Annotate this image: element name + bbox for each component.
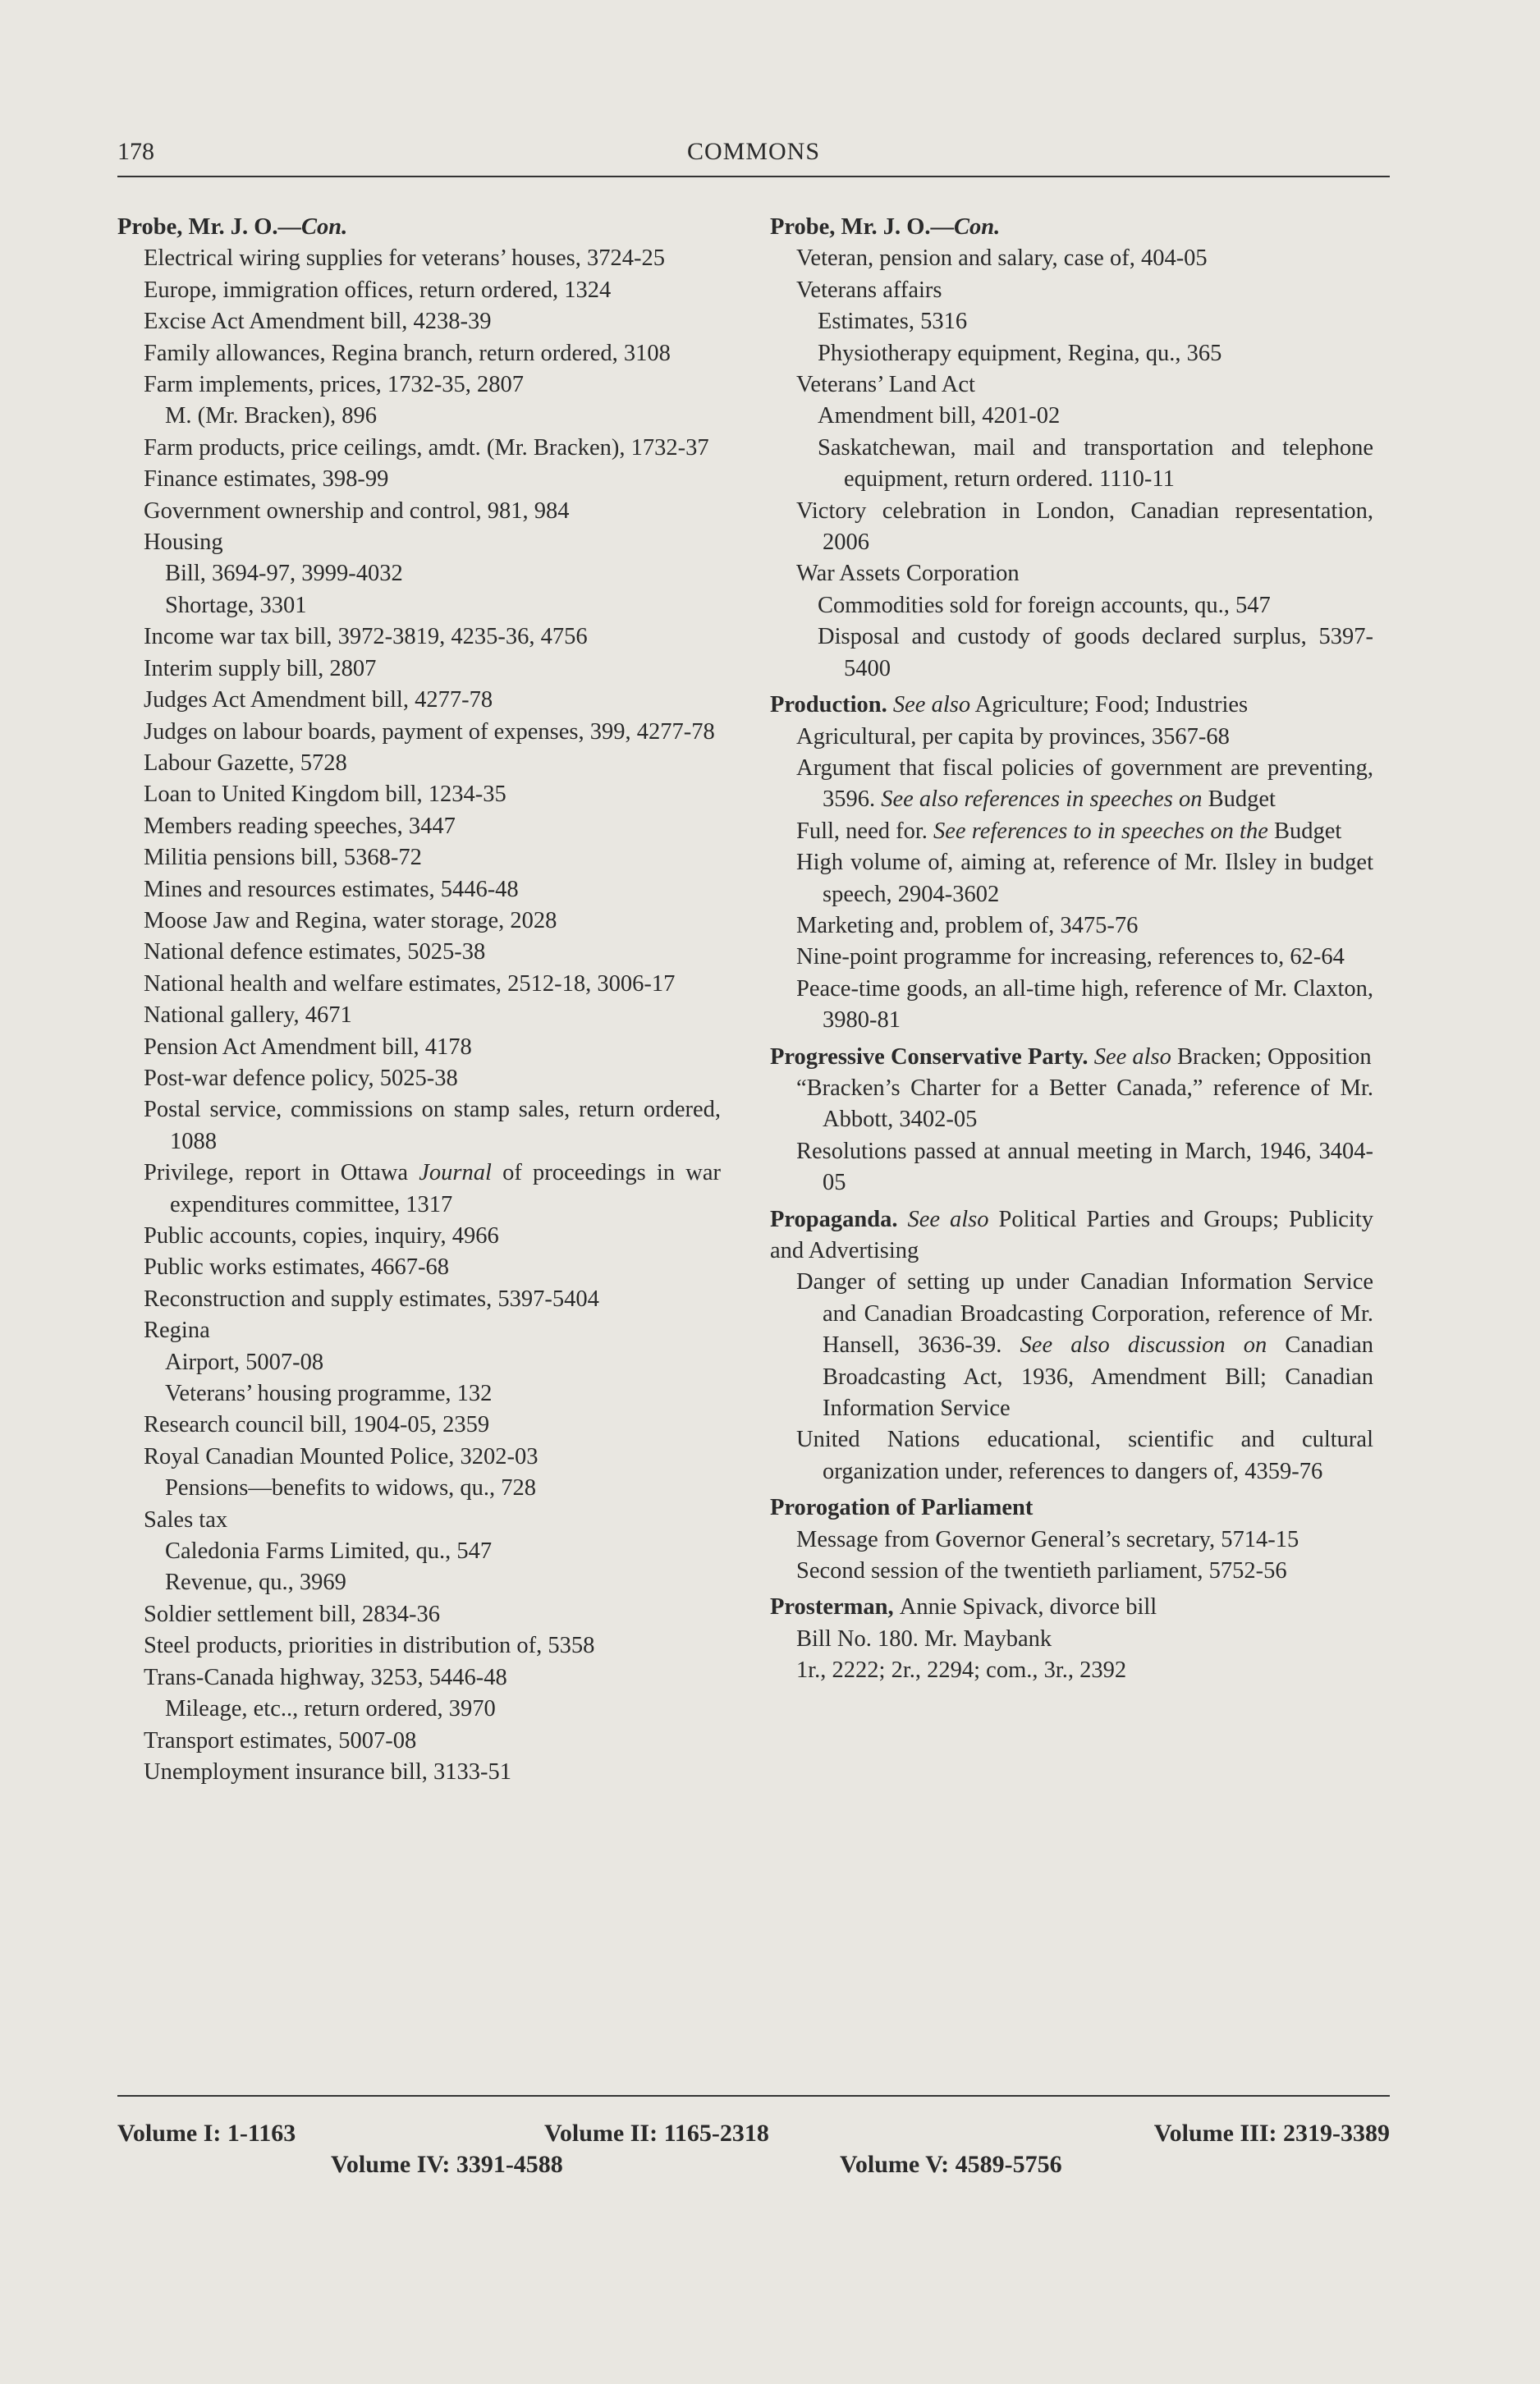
index-entry: Pension Act Amendment bill, 4178 <box>144 1034 472 1060</box>
index-heading: Probe, Mr. J. O.—Con. <box>117 214 348 240</box>
index-entry: Amendment bill, 4201-02 <box>818 403 1061 429</box>
index-entry: Moose Jaw and Regina, water storage, 2028 <box>144 907 557 933</box>
index-entry: Public works estimates, 4667-68 <box>144 1254 450 1281</box>
index-entry: Full, need for. See references to in speeches on the Budget <box>796 818 1342 844</box>
index-entry: Nine-point programme for increasing, references to, 62-64 <box>796 944 1345 970</box>
index-heading: Progressive Conservative Party. See also Bracken; Opposition <box>770 1043 1372 1070</box>
index-entry: High volume of, aiming at, reference of Mr. Ilsley in budget speech, 2904-3602 <box>796 850 1373 907</box>
index-entry: Sales tax <box>144 1506 228 1533</box>
index-entry: Royal Canadian Mounted Police, 3202-03 <box>144 1443 539 1469</box>
volume-4-range: Volume IV: 3391-4588 <box>331 2151 563 2178</box>
index-entry: Europe, immigration offices, return ordered, 1324 <box>144 277 612 303</box>
index-entry: Resolutions passed at annual meeting in March, 1946, 3404-05 <box>796 1138 1373 1196</box>
index-entry: Mines and resources estimates, 5446-48 <box>144 876 519 902</box>
index-entry: Veteran, pension and salary, case of, 404-05 <box>796 245 1208 272</box>
index-entry: Income war tax bill, 3972-3819, 4235-36, 4756 <box>144 624 588 650</box>
index-entry: Bill No. 180. Mr. Maybank <box>796 1625 1052 1652</box>
index-entry: Second session of the twentieth parliament, 5752-56 <box>796 1558 1287 1584</box>
index-entry: Loan to United Kingdom bill, 1234-35 <box>144 782 506 808</box>
index-entry: Regina <box>144 1318 210 1344</box>
index-entry: Bill, 3694-97, 3999-4032 <box>165 561 403 587</box>
index-entry: Saskatchewan, mail and transportation and telephone equipment, return ordered. 1110-11 <box>818 434 1373 493</box>
index-entry: Estimates, 5316 <box>818 309 968 335</box>
index-entry: Post-war defence policy, 5025-38 <box>144 1065 458 1091</box>
index-entry: Labour Gazette, 5728 <box>144 750 347 776</box>
index-heading: Production. See also Agriculture; Food; Industries <box>770 692 1249 718</box>
index-entry: Revenue, qu., 3969 <box>165 1570 346 1596</box>
index-entry: Soldier settlement bill, 2834-36 <box>144 1601 440 1627</box>
index-entry: Finance estimates, 398-99 <box>144 466 389 493</box>
volume-2-range: Volume II: 1165-2318 <box>544 2120 769 2147</box>
index-entry: Message from Governor General’s secretary, 5714-15 <box>796 1526 1299 1552</box>
index-entry: Agricultural, per capita by provinces, 3567-68 <box>796 723 1230 750</box>
footer-rule <box>117 2095 1390 2097</box>
index-entry: Family allowances, Regina branch, return ordered, 3108 <box>144 340 671 366</box>
index-entry: Veterans affairs <box>796 277 942 303</box>
index-entry: Peace-time goods, an all-time high, reference of Mr. Claxton, 3980-81 <box>796 975 1373 1034</box>
right-column <box>770 212 1373 1687</box>
volume-footer <box>117 2120 1390 2194</box>
index-entry: Government ownership and control, 981, 984 <box>144 497 570 524</box>
index-entry: Danger of setting up under Canadian Information Service and Canadian Broadcasting Corporation, reference of Mr. Hansell, 3636-39. See also discussion on Canadian Broadcasting Act, 1936, Amendment Bill; Canadian Information Service <box>796 1269 1373 1422</box>
index-entry: Farm implements, prices, 1732-35, 2807 <box>144 372 525 398</box>
index-entry: Members reading speeches, 3447 <box>144 813 456 839</box>
header-rule <box>117 176 1390 177</box>
index-entry: Physiotherapy equipment, Regina, qu., 365 <box>818 340 1222 366</box>
index-entry: Judges Act Amendment bill, 4277-78 <box>144 687 493 713</box>
index-entry: Postal service, commissions on stamp sales, return ordered, 1088 <box>144 1097 721 1154</box>
index-entry: National defence estimates, 5025-38 <box>144 939 486 965</box>
index-entry: War Assets Corporation <box>796 561 1020 587</box>
index-entry: Argument that fiscal policies of government are preventing, 3596. See also references in speeches on Budget <box>796 754 1373 813</box>
index-heading: Propaganda. See also Political Parties and Groups; Publicity and Advertising <box>770 1206 1373 1263</box>
index-entry: Trans-Canada highway, 3253, 5446-48 <box>144 1664 507 1690</box>
index-entry: Veterans’ housing programme, 132 <box>165 1381 493 1407</box>
index-entry: Transport estimates, 5007-08 <box>144 1727 417 1754</box>
index-entry: Caledonia Farms Limited, qu., 547 <box>165 1538 493 1565</box>
index-entry: Marketing and, problem of, 3475-76 <box>796 912 1139 938</box>
index-entry: Pensions—benefits to widows, qu., 728 <box>165 1475 537 1501</box>
running-title: COMMONS <box>686 138 821 165</box>
volume-5-range: Volume V: 4589-5756 <box>840 2151 1062 2178</box>
index-entry: Commodities sold for foreign accounts, qu., 547 <box>818 592 1271 618</box>
index-entry: Privilege, report in Ottawa Journal of proceedings in war expenditures committee, 1317 <box>144 1160 721 1217</box>
index-entry: Disposal and custody of goods declared surplus, 5397-5400 <box>818 624 1373 681</box>
volume-1-range: Volume I: 1-1163 <box>117 2120 296 2147</box>
volume-3-range: Volume III: 2319-3389 <box>1153 2120 1390 2147</box>
left-column <box>117 212 721 1788</box>
index-entry: Mileage, etc.., return ordered, 3970 <box>165 1696 496 1722</box>
index-entry: 1r., 2222; 2r., 2294; com., 3r., 2392 <box>796 1657 1127 1684</box>
index-entry: Housing <box>144 530 223 556</box>
index-heading: Prosterman, Annie Spivack, divorce bill <box>770 1594 1157 1621</box>
index-entry: Excise Act Amendment bill, 4238-39 <box>144 309 492 335</box>
index-entry: M. (Mr. Bracken), 896 <box>165 403 378 429</box>
index-entry: Research council bill, 1904-05, 2359 <box>144 1412 490 1438</box>
index-entry: United Nations educational, scientific and cultural organization under, references to dangers of, 4359-76 <box>796 1427 1373 1484</box>
index-entry: Shortage, 3301 <box>165 592 307 618</box>
index-entry: Interim supply bill, 2807 <box>144 655 377 681</box>
index-entry: Airport, 5007-08 <box>165 1349 324 1375</box>
index-entry: National gallery, 4671 <box>144 1002 352 1029</box>
index-entry: “Bracken’s Charter for a Better Canada,” reference of Mr. Abbott, 3402-05 <box>796 1075 1373 1133</box>
index-heading: Prorogation of Parliament <box>770 1495 1034 1521</box>
index-entry: Electrical wiring supplies for veterans’ houses, 3724-25 <box>144 245 666 272</box>
page-number: 178 <box>117 138 154 165</box>
index-entry: Veterans’ Land Act <box>796 372 975 398</box>
index-entry: Public accounts, copies, inquiry, 4966 <box>144 1223 499 1249</box>
index-heading: Probe, Mr. J. O.—Con. <box>770 214 1001 240</box>
index-entry: Unemployment insurance bill, 3133-51 <box>144 1758 511 1785</box>
index-entry: Judges on labour boards, payment of expenses, 399, 4277-78 <box>144 718 715 745</box>
index-entry: National health and welfare estimates, 2512-18, 3006-17 <box>144 970 676 997</box>
page-header <box>117 138 1390 167</box>
index-entry: Reconstruction and supply estimates, 5397-5404 <box>144 1286 599 1312</box>
index-entry: Militia pensions bill, 5368-72 <box>144 845 422 871</box>
index-entry: Farm products, price ceilings, amdt. (Mr. Bracken), 1732-37 <box>144 434 709 461</box>
index-entry: Steel products, priorities in distribution of, 5358 <box>144 1633 595 1659</box>
index-entry: Victory celebration in London, Canadian representation, 2006 <box>796 497 1373 556</box>
